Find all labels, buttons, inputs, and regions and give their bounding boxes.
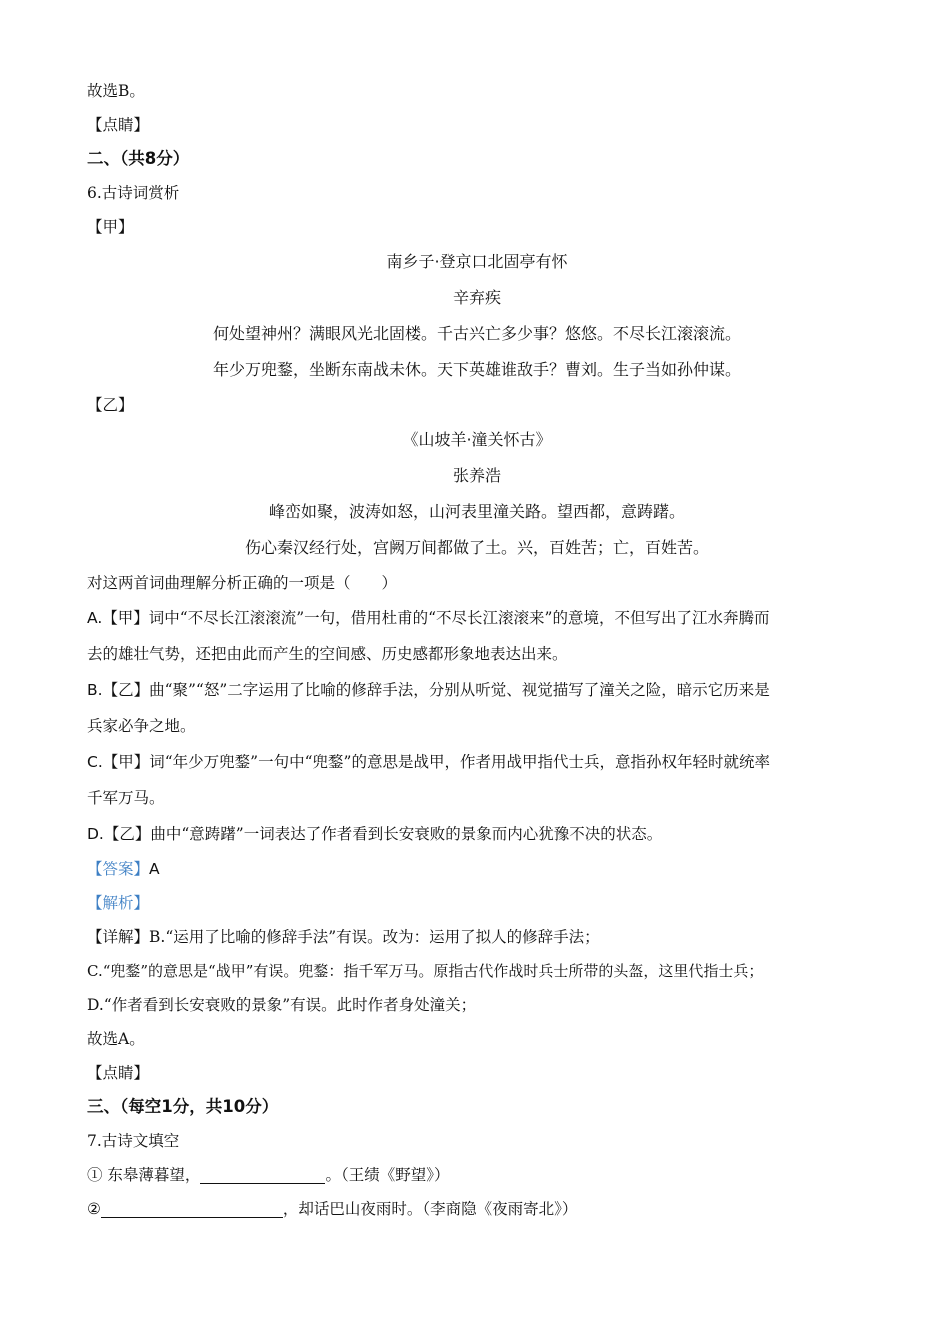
answer-value: A: [149, 860, 160, 878]
fill-blank-1-prefix: ① 东皋薄暮望，: [87, 1166, 201, 1184]
option-a: [87, 600, 867, 636]
question-7-title: 7.古诗文填空: [87, 1132, 180, 1150]
option-d-text: 【乙】曲中“意踌躇”一词表达了作者看到长安衰败的景象而内心犹豫不决的状态。: [103, 825, 663, 843]
option-a-letter: A.: [87, 609, 103, 627]
option-d-letter: D.: [87, 825, 104, 843]
option-b-text-1: 【乙】曲“聚”“怒”二字运用了比喻的修辞手法，分别从听觉、视觉描写了潼关之险，暗示它历来是: [102, 681, 770, 699]
option-b: [87, 672, 867, 708]
poem-1-author: 辛弃疾: [452, 288, 501, 307]
detail-line-1: 【详解】B.“运用了比喻的修辞手法”有误。改为：运用了拟人的修辞手法；: [87, 928, 600, 946]
answer-label: 【答案】: [87, 860, 150, 878]
fill-blank-1[interactable]: [200, 1163, 325, 1184]
option-a-text-2: 去的雄壮气势，还把由此而产生的空间感、历史感都形象地表达出来。: [87, 645, 568, 663]
fill-blank-2-suffix: ，却话巴山夜雨时。（李商隐《夜雨寄北》）: [282, 1200, 578, 1218]
option-c: [87, 744, 867, 780]
option-c-letter: C.: [87, 753, 103, 771]
analysis-label: 【解析】: [87, 894, 150, 912]
section-two-heading: 二、（共8分）: [87, 149, 190, 168]
option-c-text-2: 千军万马。: [87, 789, 165, 807]
question-6-stem: 对这两首词曲理解分析正确的一项是（ ）: [87, 574, 398, 592]
fill-blank-2[interactable]: [101, 1197, 283, 1218]
poem-2-author: 张养浩: [452, 466, 501, 485]
poem-jia-label: 【甲】: [87, 218, 134, 236]
question-6-title: 6.古诗词赏析: [87, 184, 180, 202]
poem-1-line-2: 年少万兜鍪，坐断东南战未休。天下英雄谁敌手？曹刘。生子当如孙仲谋。: [212, 360, 741, 379]
option-d: [87, 816, 867, 852]
poem-1-title: 南乡子·登京口北固亭有怀: [386, 252, 568, 271]
option-b-letter: B.: [87, 681, 103, 699]
option-c-text-1: 【甲】词“年少万兜鍪”一句中“兜鍪”的意思是战甲，作者用战甲指代士兵，意指孙权年轻时就统率: [102, 753, 770, 771]
poem-2-line-2: 伤心秦汉经行处，宫阙万间都做了土。兴，百姓苦；亡，百姓苦。: [244, 538, 709, 557]
fill-blank-1-suffix: 。（王绩《野望》）: [325, 1166, 450, 1184]
answer-row: [87, 852, 867, 886]
commentary-label: 【点睛】: [87, 1064, 150, 1082]
poem-yi-label: 【乙】: [87, 396, 134, 414]
fill-blank-1-row: [87, 1158, 867, 1192]
option-b-text-2: 兵家必争之地。: [87, 717, 196, 735]
conclusion: 故选A。: [87, 1030, 145, 1048]
poem-2-title: 《山坡羊·潼关怀古》: [402, 430, 552, 449]
prev-commentary-label: 【点睛】: [87, 116, 150, 134]
fill-blank-2-row: [87, 1192, 867, 1226]
detail-line-2: C.“兜鍪”的意思是“战甲”有误。兜鍪：指千军万马。原指古代作战时兵士所带的头盔，这里代指士兵；: [87, 962, 764, 980]
detail-line-3: D.“作者看到长安衰败的景象”有误。此时作者身处潼关；: [87, 996, 477, 1014]
prev-conclusion: 故选B。: [87, 82, 145, 100]
poem-1-line-1: 何处望神州？满眼风光北固楼。千古兴亡多少事？悠悠。不尽长江滚滚流。: [212, 324, 741, 343]
option-a-text-1: 【甲】词中“不尽长江滚滚流”一句，借用杜甫的“不尽长江滚滚来”的意境，不但写出了江水奔腾而: [102, 609, 770, 627]
poem-2-line-1: 峰峦如聚，波涛如怒，山河表里潼关路。望西都，意踌躇。: [268, 502, 685, 521]
document-page: [87, 74, 867, 1226]
section-three-heading: 三、（每空1分，共10分）: [87, 1097, 279, 1116]
fill-blank-2-prefix: ②: [87, 1200, 101, 1218]
